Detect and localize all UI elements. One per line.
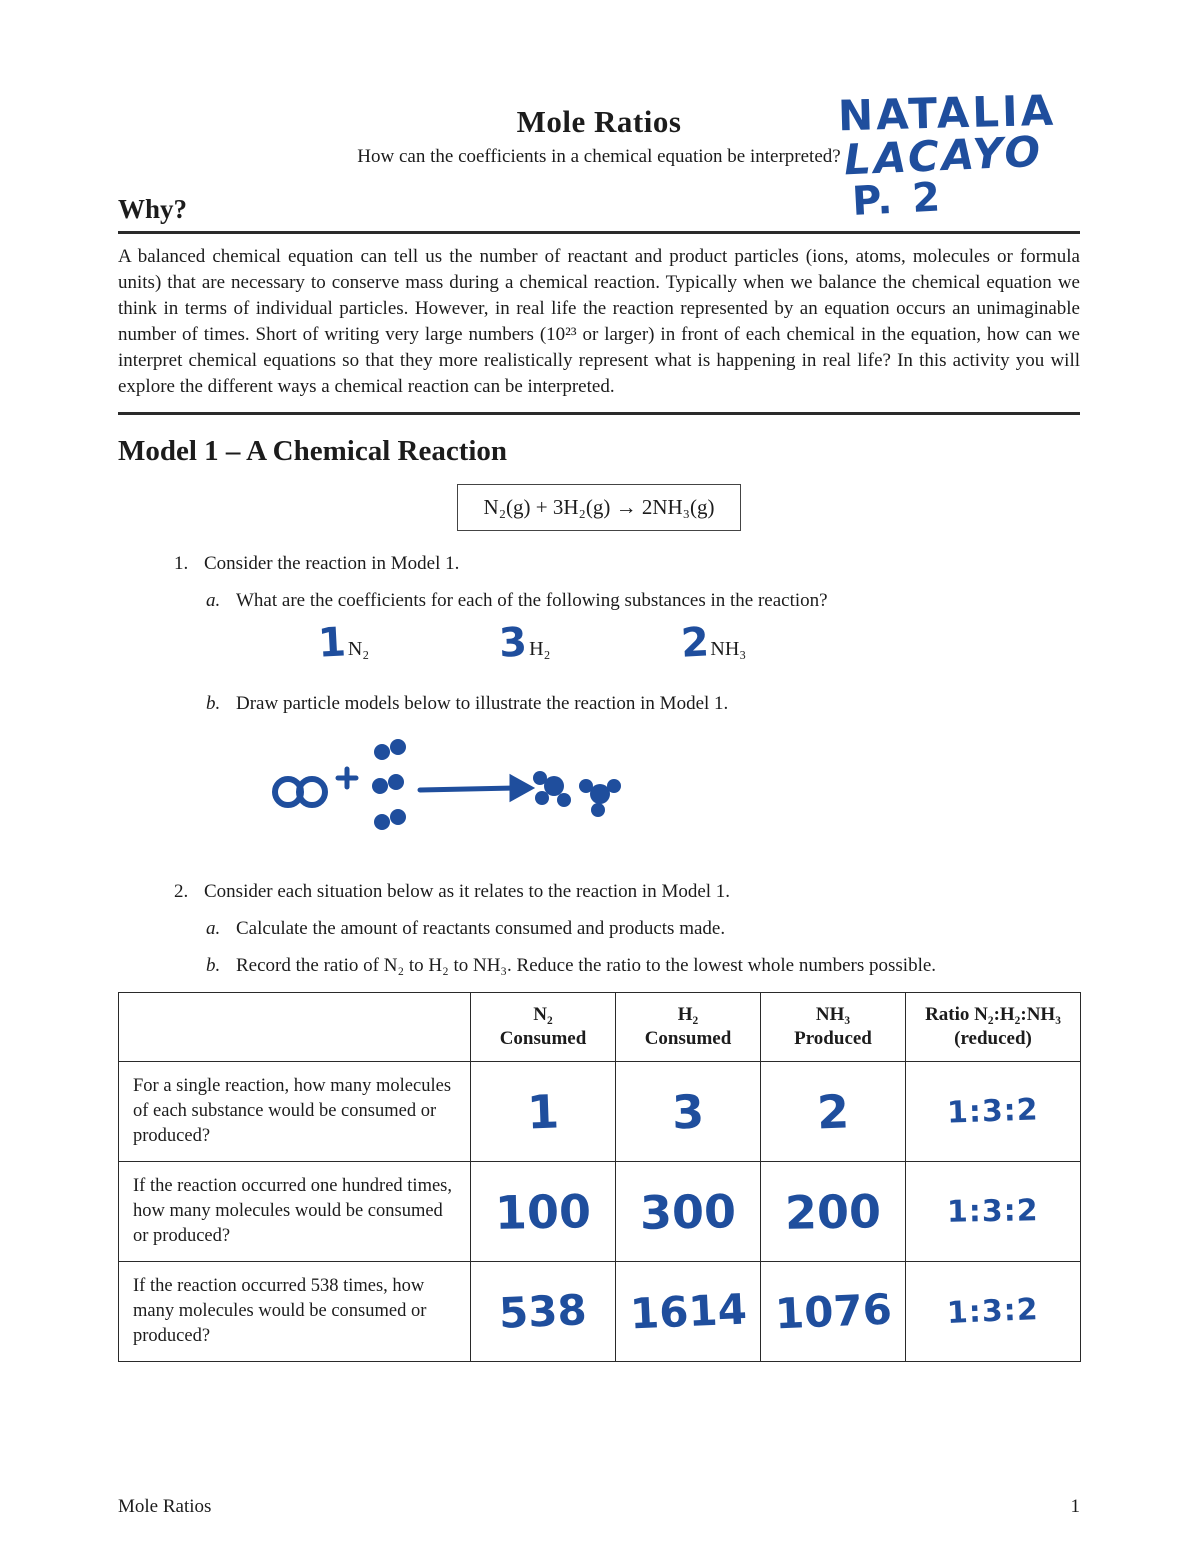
answer-cell-ratio: 1:3:2 (906, 1262, 1081, 1362)
question-2b (206, 953, 1080, 978)
table-header-blank (119, 993, 471, 1062)
question-2b-label: b. (206, 955, 221, 976)
page-number: 1 (1070, 1496, 1080, 1517)
table-header-ratio (906, 993, 1081, 1062)
worksheet-page (118, 0, 1080, 1362)
answer-cell-nh3: 2 (761, 1062, 906, 1162)
equation-container (118, 484, 1080, 531)
question-cell: For a single reaction, how many molecules of each substance would be consumed or produced? (119, 1062, 471, 1162)
chemical-equation-box: N₂(g) + 3H₂(g) → 2NH₃(g) (457, 484, 742, 531)
header-nh3-label: Produced (794, 1028, 872, 1049)
table-row (119, 1062, 1081, 1162)
why-body-text: A balanced chemical equation can tell us the number of reactant and product particles (ions, atoms, molecules or formula units) that are necessary to conserve mass during a chemical reaction. Typically when we balance the chemical equation we think in terms of individual particles. However, in real life the reaction represented by an equation occurs an unimaginable number of times. Short of writing very large numbers (10²³ or larger) in front of each chemical in the equation, how can we interpret chemical equations so that they more realistically represent what is happening in real life? In this activity you will explore the different ways a chemical reaction can be interpreted. (118, 246, 1080, 397)
answer-cell-ratio: 1:3:2 (906, 1162, 1081, 1262)
question-cell: If the reaction occurred one hundred times, how many molecules would be consumed or produced? (119, 1162, 471, 1262)
question-1a (206, 588, 1080, 613)
particle-model-drawing (268, 730, 1080, 853)
header-n2-label: Consumed (499, 1028, 587, 1049)
section-rule-bottom (118, 412, 1080, 415)
plus-sign (338, 769, 356, 787)
coefficient-answer-nh3: 2 (679, 619, 710, 667)
page-footer (118, 1496, 1080, 1518)
question-1 (174, 551, 1080, 576)
nh3-molecules-drawing (533, 771, 621, 817)
question-1a-text: What are the coefficients for each of the following substances in the reaction? (236, 590, 828, 611)
why-heading: Why? (118, 194, 188, 224)
question-2a (206, 916, 1080, 941)
table-header-nh3 (761, 993, 906, 1062)
particle-model-svg (268, 730, 628, 848)
question-2a-text: Calculate the amount of reactants consumed and products made. (236, 918, 726, 939)
student-name-line: NATALIA (837, 85, 1057, 141)
question-cell: If the reaction occurred 538 times, how many molecules would be consumed or produced? (119, 1262, 471, 1362)
question-2-text: Consider each situation below as it relates to the reaction in Model 1. (204, 881, 731, 902)
question-2b-text: Record the ratio of N₂ to H₂ to NH₃. Reduce the ratio to the lowest whole numbers possible. (236, 955, 937, 976)
model1-heading: Model 1 – A Chemical Reaction (118, 435, 508, 467)
answer-cell-n2: 1 (471, 1062, 616, 1162)
page-subtitle: How can the coefficients in a chemical equation be interpreted? (357, 146, 841, 167)
footer-title: Mole Ratios (118, 1496, 212, 1517)
coefficient-h2 (498, 619, 551, 667)
mole-ratio-table (118, 992, 1081, 1362)
coefficient-answer-h2: 3 (498, 619, 529, 667)
answer-cell-h2: 1614 (616, 1262, 761, 1362)
coefficient-n2 (316, 619, 370, 667)
section-rule-top (118, 231, 1080, 234)
table-header-h2 (616, 993, 761, 1062)
answer-cell-nh3: 1076 (761, 1262, 906, 1362)
coefficient-formula-nh3: NH₃ (710, 638, 747, 660)
question-1b-label: b. (206, 693, 221, 714)
coefficient-formula-n2: N₂ (347, 638, 370, 660)
h2-molecules-drawing (372, 739, 406, 830)
n2-molecule-drawing (275, 779, 325, 805)
question-1a-label: a. (206, 590, 221, 611)
header-ratio-label: (reduced) (954, 1028, 1032, 1049)
answer-cell-h2: 300 (616, 1162, 761, 1262)
page-title: Mole Ratios (516, 104, 682, 139)
answer-cell-n2: 100 (471, 1162, 616, 1262)
header-ratio-formula: Ratio N₂:H₂:NH₃ (925, 1004, 1061, 1025)
question-2 (174, 879, 1080, 904)
table-header-n2 (471, 993, 616, 1062)
coefficient-answer-n2: 1 (316, 619, 348, 667)
coefficient-formula-h2: H₂ (529, 638, 551, 660)
header-h2-label: Consumed (644, 1028, 732, 1049)
question-1-text: Consider the reaction in Model 1. (204, 553, 460, 574)
answer-cell-nh3: 200 (761, 1162, 906, 1262)
table-header-row (119, 993, 1081, 1062)
header-h2-formula: H₂ (677, 1004, 699, 1025)
answer-cell-ratio: 1:3:2 (906, 1062, 1081, 1162)
question-1-number: 1. (174, 553, 189, 574)
reaction-arrow (420, 778, 530, 798)
header-nh3-formula: NH₃ (815, 1004, 851, 1025)
table-row (119, 1162, 1081, 1262)
coefficient-nh3 (679, 619, 747, 667)
question-2a-label: a. (206, 918, 221, 939)
question-1b (206, 691, 1080, 716)
student-name-line: LACAYO (843, 126, 1045, 185)
coefficient-answers-row (316, 619, 1080, 667)
question-1b-text: Draw particle models below to illustrate the reaction in Model 1. (236, 693, 729, 714)
table-row (119, 1262, 1081, 1362)
student-period-line: P. 2 (850, 174, 945, 226)
answer-cell-h2: 3 (616, 1062, 761, 1162)
answer-cell-n2: 538 (471, 1262, 616, 1362)
question-2-number: 2. (174, 881, 189, 902)
header-n2-formula: N₂ (533, 1004, 553, 1025)
